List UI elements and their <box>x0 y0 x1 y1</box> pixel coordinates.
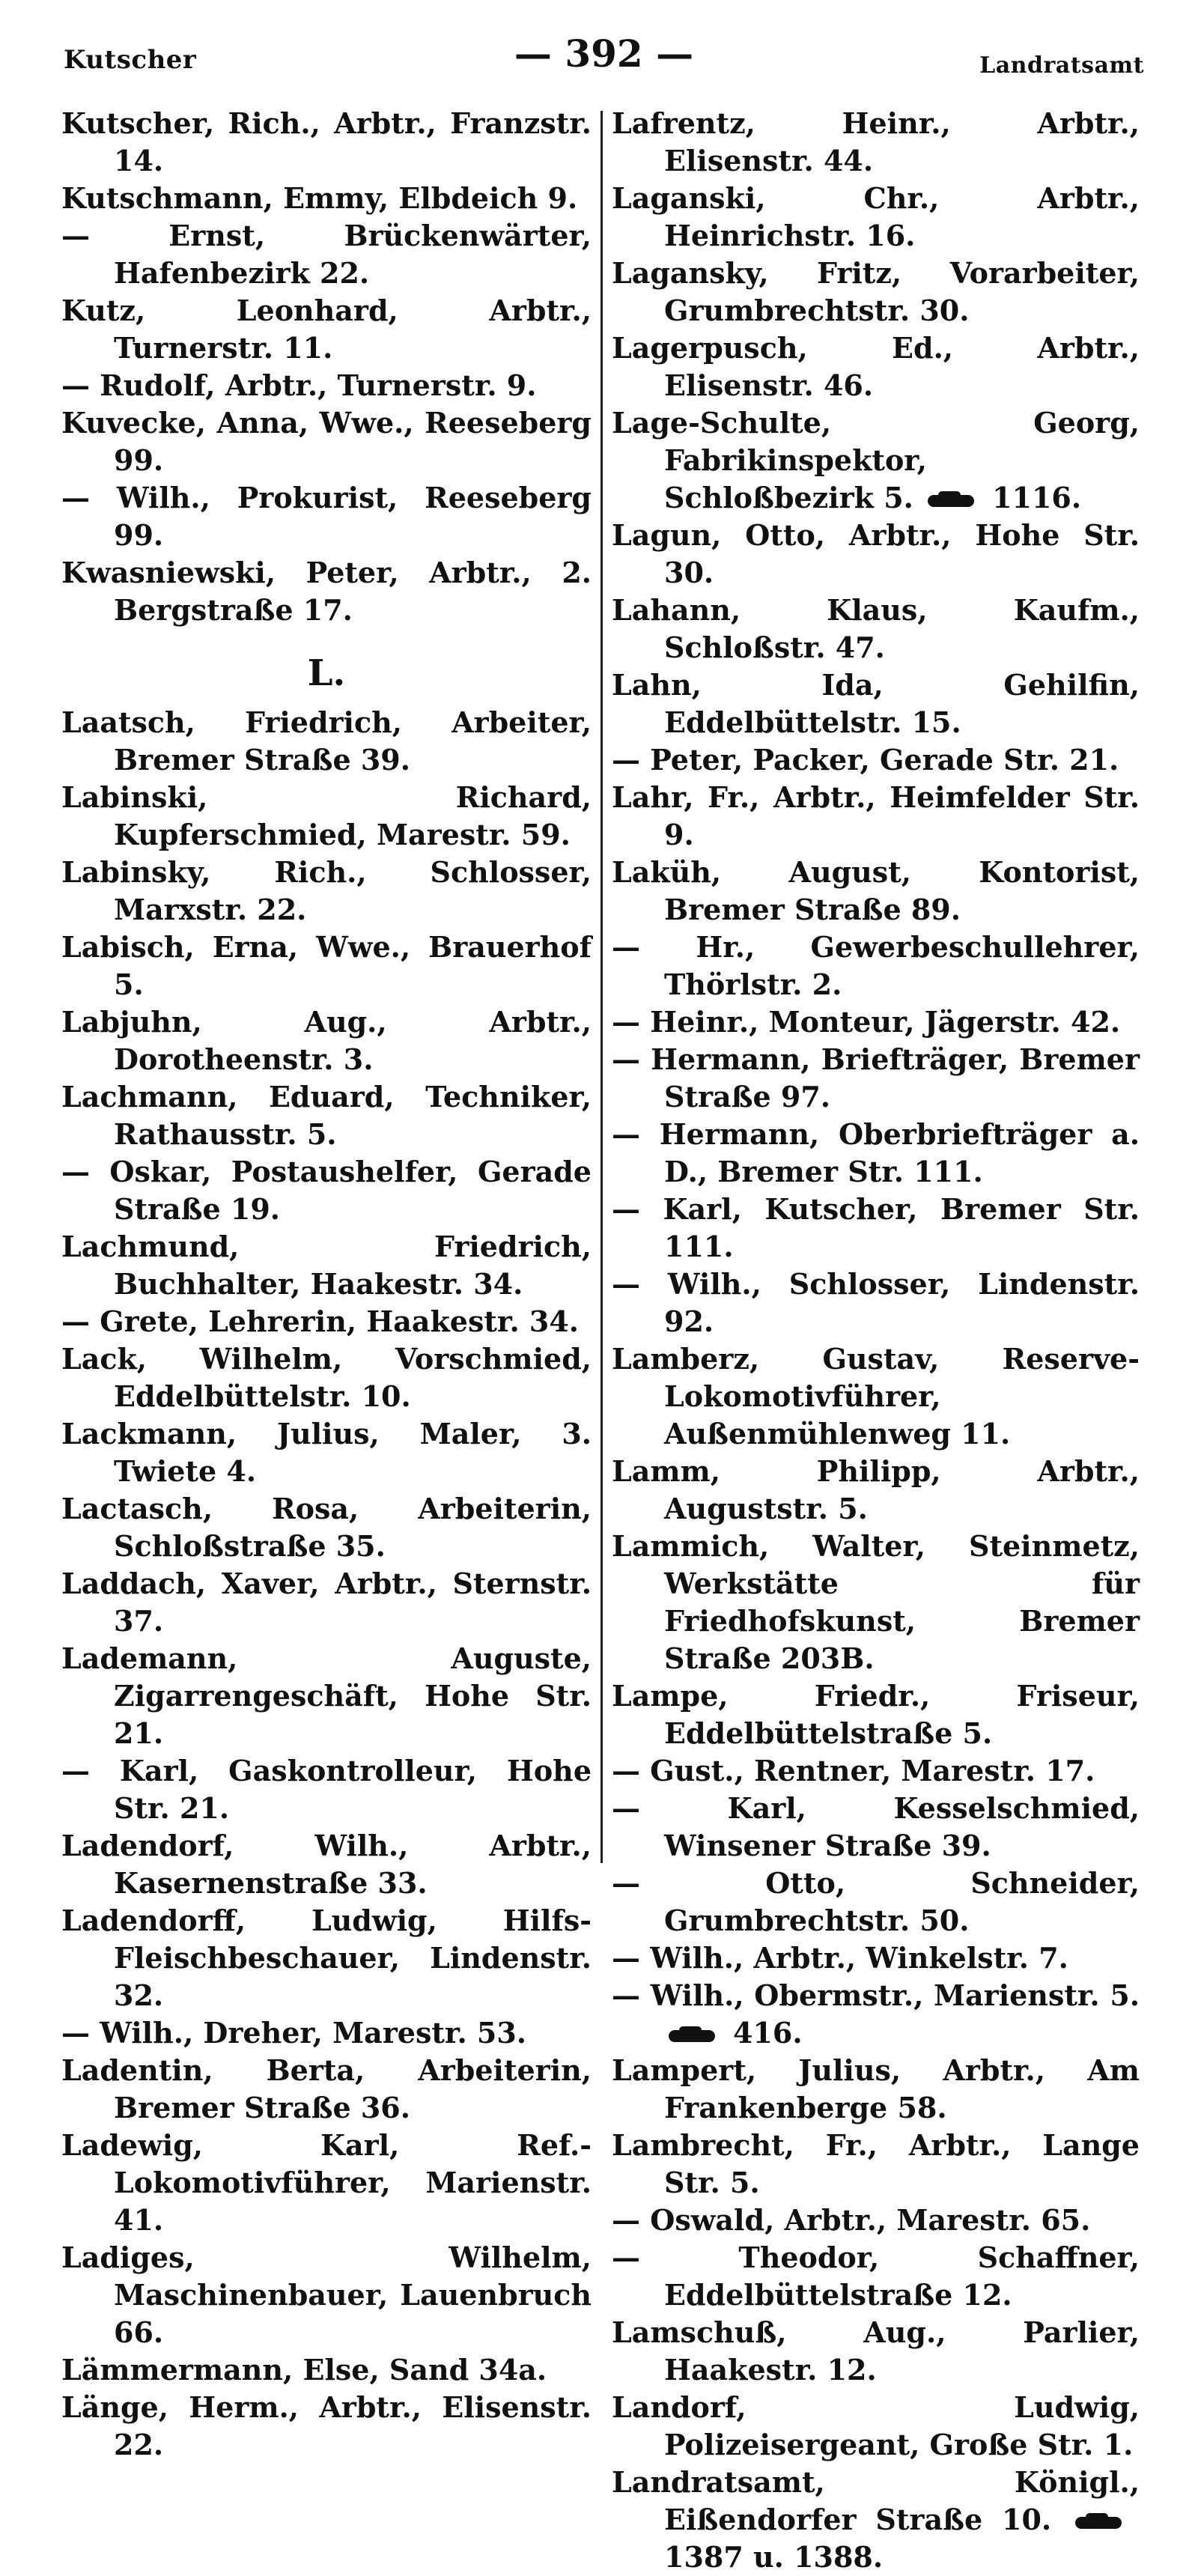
directory-entry <box>61 704 592 779</box>
directory-entry <box>61 404 592 479</box>
directory-entry <box>612 1453 1140 1528</box>
directory-entry <box>612 2202 1140 2239</box>
entry-text: Lactasch, Rosa, Arbeiterin, Schloßstraße 35. <box>61 1492 592 1563</box>
directory-entry <box>612 2314 1140 2389</box>
directory-entry <box>61 1902 592 2014</box>
entry-text: — Grete, Lehrerin, Haakestr. 34. <box>61 1304 580 1338</box>
telephone-icon <box>669 2026 721 2046</box>
entry-text: Lachmann, Eduard, Techniker, Rathausstr. 5. <box>61 1080 592 1151</box>
directory-entry <box>612 666 1140 741</box>
entry-text: Lage-Schulte, Georg, Fabrikinspektor, Schloßbezirk 5. <box>612 406 1140 514</box>
left-bottom-entries <box>61 704 592 2464</box>
entry-text: Lafrentz, Heinr., Arbtr., Elisenstr. 44. <box>612 106 1140 177</box>
directory-entry <box>612 2127 1140 2202</box>
right-column <box>612 105 1140 2574</box>
directory-entry <box>612 1790 1140 1865</box>
directory-entry <box>612 779 1140 854</box>
entry-text: Lagansky, Fritz, Vorarbeiter, Grumbrechtstr. 30. <box>612 256 1140 327</box>
directory-entry <box>61 2389 592 2464</box>
directory-entry <box>61 1415 592 1490</box>
directory-entry <box>612 929 1140 1003</box>
directory-entry <box>612 2389 1140 2464</box>
directory-entry <box>61 1153 592 1228</box>
entry-text: Lambrecht, Fr., Arbtr., Lange Str. 5. <box>612 2128 1140 2199</box>
entry-text: Lackmann, Julius, Maler, 3. Twiete 4. <box>61 1417 592 1488</box>
directory-entry <box>612 1677 1140 1752</box>
entry-text: — Theodor, Schaffner, Eddelbüttelstraße 12. <box>612 2241 1140 2312</box>
entry-text: Ladiges, Wilhelm, Maschinenbauer, Lauenbruch 66. <box>61 2241 592 2349</box>
entry-text: Lack, Wilhelm, Vorschmied, Eddelbüttelstr. 10. <box>61 1342 592 1413</box>
entry-text: Ladendorff, Ludwig, Hilfs-Fleischbeschauer, Lindenstr. 32. <box>61 1904 592 2012</box>
directory-entry <box>612 2052 1140 2127</box>
directory-entry <box>612 1865 1140 1939</box>
entry-text: — Peter, Packer, Gerade Str. 21. <box>612 743 1119 777</box>
phone-number: 416. <box>733 2016 803 2050</box>
directory-entry <box>612 2464 1140 2576</box>
column-divider <box>600 111 603 1863</box>
entry-text: Kutscher, Rich., Arbtr., Franzstr. 14. <box>61 106 592 177</box>
directory-entry <box>61 2351 592 2389</box>
phone-number: 1116. <box>992 481 1082 514</box>
entry-text: Lachmund, Friedrich, Buchhalter, Haakestr. 34. <box>61 1230 592 1301</box>
entry-text: — Wilh., Schlosser, Lindenstr. 92. <box>612 1267 1140 1338</box>
directory-entry <box>612 741 1140 779</box>
directory-entry <box>61 929 592 1003</box>
directory-entry <box>61 1827 592 1902</box>
left-column <box>61 105 592 2461</box>
directory-entry <box>61 2014 592 2052</box>
entry-text: Lampe, Friedr., Friseur, Eddelbüttelstraße 5. <box>612 1679 1140 1750</box>
entry-text: Lahr, Fr., Arbtr., Heimfelder Str. 9. <box>612 780 1140 851</box>
entry-text: Labjuhn, Aug., Arbtr., Dorotheenstr. 3. <box>61 1005 592 1076</box>
directory-entry <box>61 854 592 929</box>
entry-text: — Karl, Kesselschmied, Winsener Straße 39. <box>612 1791 1140 1862</box>
directory-entry <box>612 1977 1140 2052</box>
entry-text: Länge, Herm., Arbtr., Elisenstr. 22. <box>61 2390 592 2461</box>
directory-entry <box>612 1041 1140 1116</box>
entry-text: Lademann, Auguste, Zigarrengeschäft, Hohe Str. 21. <box>61 1641 592 1750</box>
entry-text: Laatsch, Friedrich, Arbeiter, Bremer Straße 39. <box>61 705 592 777</box>
directory-entry <box>612 1116 1140 1191</box>
directory-entry <box>612 404 1140 517</box>
entry-text: — Hermann, Briefträger, Bremer Straße 97. <box>612 1042 1140 1114</box>
telephone-icon <box>1075 2513 1128 2533</box>
directory-entry <box>61 1228 592 1303</box>
entry-text: — Gust., Rentner, Marestr. 17. <box>612 1754 1095 1787</box>
entry-text: Lagerpusch, Ed., Arbtr., Elisenstr. 46. <box>612 331 1140 402</box>
directory-entry <box>61 1752 592 1827</box>
directory-entry <box>61 105 592 180</box>
directory-entry <box>61 180 592 217</box>
right-entries <box>612 105 1140 2576</box>
entry-text: — Wilh., Prokurist, Reeseberg 99. <box>61 481 592 552</box>
entry-text: — Hermann, Oberbriefträger a. D., Bremer Str. 111. <box>612 1117 1140 1188</box>
directory-entry <box>612 1340 1140 1453</box>
directory-entry <box>612 592 1140 666</box>
entry-text: — Karl, Gaskontrolleur, Hohe Str. 21. <box>61 1754 592 1825</box>
entry-text: — Oskar, Postaushelfer, Gerade Straße 19. <box>61 1155 592 1226</box>
entry-text: — Hr., Gewerbeschullehrer, Thörlstr. 2. <box>612 930 1140 1001</box>
page-header <box>64 31 1144 84</box>
entry-text: Labinski, Richard, Kupferschmied, Marestr. 59. <box>61 780 592 851</box>
entry-text: Lamm, Philipp, Arbtr., Auguststr. 5. <box>612 1454 1140 1525</box>
left-top-entries <box>61 105 592 629</box>
entry-text: Landratsamt, Königl., Eißendorfer Straße 10. <box>612 2465 1140 2536</box>
entry-text: Lagun, Otto, Arbtr., Hohe Str. 30. <box>612 518 1140 589</box>
directory-entry <box>61 1078 592 1153</box>
running-head-right: Landratsamt <box>979 52 1144 79</box>
directory-entry <box>612 255 1140 329</box>
entry-text: Ladewig, Karl, Ref.-Lokomotivführer, Marienstr. 41. <box>61 2128 592 2237</box>
directory-entry <box>612 1939 1140 1977</box>
telephone-icon <box>928 491 980 511</box>
entry-text: — Oswald, Arbtr., Marestr. 65. <box>612 2203 1091 2237</box>
directory-entry <box>61 1565 592 1640</box>
section-letter: L. <box>307 652 346 694</box>
entry-text: Lampert, Julius, Arbtr., Am Frankenberge 58. <box>612 2053 1140 2124</box>
directory-entry <box>61 292 592 367</box>
directory-entry <box>612 1752 1140 1790</box>
entry-text: Lahn, Ida, Gehilfin, Eddelbüttelstr. 15. <box>612 668 1140 739</box>
entry-text: — Wilh., Dreher, Marestr. 53. <box>61 2016 527 2050</box>
directory-entry <box>61 217 592 292</box>
entry-text: Lämmermann, Else, Sand 34a. <box>61 2353 547 2387</box>
entry-text: Laganski, Chr., Arbtr., Heinrichstr. 16. <box>612 181 1140 252</box>
directory-entry <box>61 2052 592 2127</box>
entry-text: Kuvecke, Anna, Wwe., Reeseberg 99. <box>61 406 592 477</box>
entry-text: Labisch, Erna, Wwe., Brauerhof 5. <box>61 930 592 1001</box>
phone-number: 1387 u. 1388. <box>664 2540 884 2574</box>
directory-entry <box>612 517 1140 592</box>
directory-entry <box>612 329 1140 404</box>
entry-text: Lamschuß, Aug., Parlier, Haakestr. 12. <box>612 2315 1140 2387</box>
directory-entry <box>612 1191 1140 1266</box>
directory-entry <box>61 1303 592 1340</box>
entry-text: — Rudolf, Arbtr., Turnerstr. 9. <box>61 368 537 402</box>
entry-text: — Karl, Kutscher, Bremer Str. 111. <box>612 1192 1140 1263</box>
running-head-left: Kutscher <box>64 45 197 75</box>
entry-text: — Heinr., Monteur, Jägerstr. 42. <box>612 1005 1121 1039</box>
directory-entry <box>61 479 592 554</box>
entry-text: — Wilh., Arbtr., Winkelstr. 7. <box>612 1941 1068 1975</box>
directory-entry <box>61 1640 592 1752</box>
entry-text: Kutschmann, Emmy, Elbdeich 9. <box>61 181 578 215</box>
entry-text: — Otto, Schneider, Grumbrechtstr. 50. <box>612 1866 1140 1937</box>
directory-entry <box>61 2239 592 2351</box>
entry-text: Labinsky, Rich., Schlosser, Marxstr. 22. <box>61 855 592 926</box>
entry-text: Lammich, Walter, Steinmetz, Werkstätte für Friedhofskunst, Bremer Straße 203B. <box>612 1529 1140 1675</box>
entry-text: Lamberz, Gustav, Reserve-Lokomotivführer, Außenmühlenweg 11. <box>612 1342 1140 1450</box>
directory-entry <box>61 1003 592 1078</box>
entry-text: Ladendorf, Wilh., Arbtr., Kasernenstraße 33. <box>61 1829 592 1900</box>
directory-entry <box>612 2239 1140 2314</box>
entry-text: — Ernst, Brückenwärter, Hafenbezirk 22. <box>61 219 592 290</box>
directory-entry <box>61 1490 592 1565</box>
directory-entry <box>612 105 1140 180</box>
directory-entry <box>612 1003 1140 1041</box>
directory-entry <box>612 1266 1140 1340</box>
directory-entry <box>61 2127 592 2239</box>
entry-text: Landorf, Ludwig, Polizeisergeant, Große Str. 1. <box>612 2390 1140 2461</box>
directory-entry <box>612 180 1140 255</box>
entry-text: Laküh, August, Kontorist, Bremer Straße 89. <box>612 855 1140 926</box>
entry-text: Kutz, Leonhard, Arbtr., Turnerstr. 11. <box>61 294 592 365</box>
entry-text: Laddach, Xaver, Arbtr., Sternstr. 37. <box>61 1567 592 1638</box>
directory-entry <box>61 1340 592 1415</box>
entry-text: Lahann, Klaus, Kaufm., Schloßstr. 47. <box>612 593 1140 664</box>
directory-columns <box>61 105 1140 2574</box>
directory-entry <box>61 554 592 629</box>
directory-entry <box>61 779 592 854</box>
directory-entry <box>61 367 592 404</box>
page-number: — 392 — <box>514 31 694 76</box>
entry-text: — Wilh., Obermstr., Marienstr. 5. <box>612 1978 1140 2012</box>
directory-entry <box>612 854 1140 929</box>
directory-entry <box>612 1528 1140 1677</box>
entry-text: Kwasniewski, Peter, Arbtr., 2. Bergstraße 17. <box>61 556 592 627</box>
entry-text: Ladentin, Berta, Arbeiterin, Bremer Straße 36. <box>61 2053 592 2124</box>
